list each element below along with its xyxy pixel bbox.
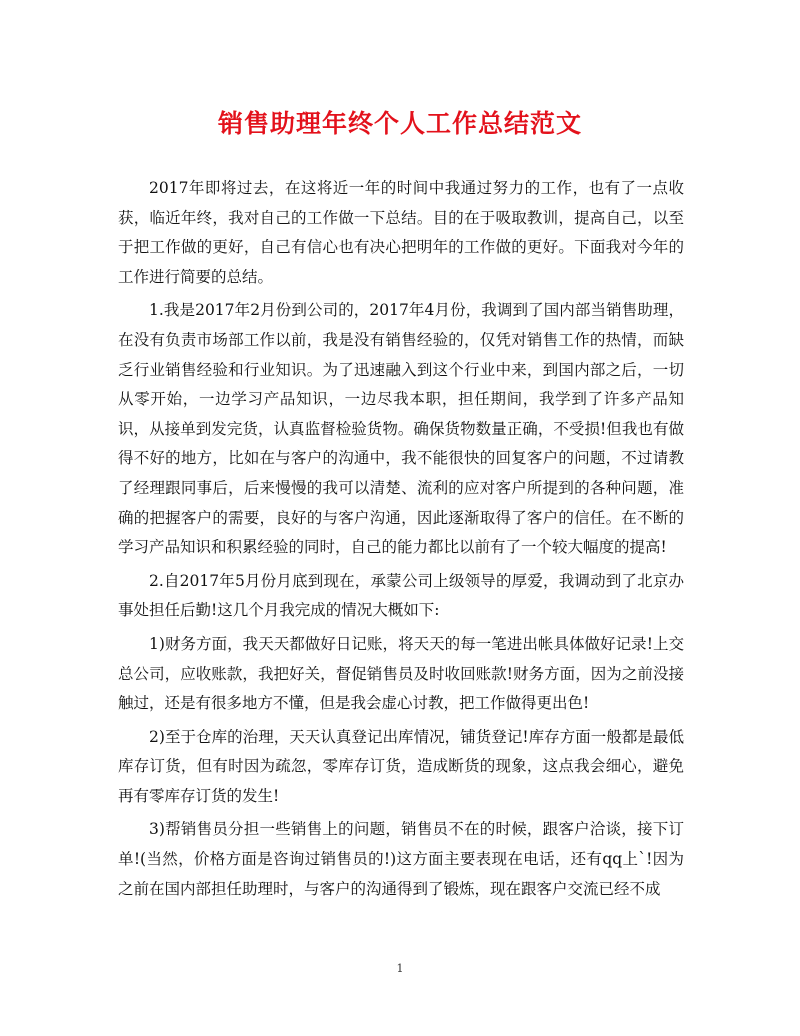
document-body — [118, 174, 684, 908]
page-number: 1 — [396, 962, 404, 975]
document-title: 销售助理年终个人工作总结范文 — [217, 109, 582, 138]
paragraph-section-1: 1.我是2017年2月份到公司的，2017年4月份，我调到了国内部当销售助理，在没有负责市场部工作以前，我是没有销售经验的，仅凭对销售工作的热情，而缺乏行业销售经验和行业知识。为了迅速融入到这个行业中来，到国内部之后，一切从零开始，一边学习产品知识，一边尽我本职，担任期间，我学到了许多产品知识，从接单到发完货，认真监督检验货物。确保货物数量正确，不受损!但我也有做得不好的地方，比如在与客户的沟通中，我不能很快的回复客户的问题，不过请教了经理跟同事后，后来慢慢的我可以清楚、流利的应对客户所提到的各种问题，准确的把握客户的需要，良好的与客户沟通，因此逐渐取得了客户的信任。在不断的学习产品知识和积累经验的同时，自己的能力都比以前有了一个较大幅度的提高! — [118, 301, 684, 557]
paragraph-intro: 2017年即将过去，在这将近一年的时间中我通过努力的工作，也有了一点收获，临近年终，我对自己的工作做一下总结。目的在于吸取教训，提高自己，以至于把工作做的更好，自己有信心也有决心把明年的工作做的更好。下面我对今年的工作进行简要的总结。 — [118, 179, 684, 286]
paragraph-section-2: 2.自2017年5月份月底到现在，承蒙公司上级领导的厚爱，我调动到了北京办事处担任后勤!这几个月我完成的情况大概如下: — [118, 571, 684, 620]
paragraph-finance: 1)财务方面，我天天都做好日记账，将天天的每一笔进出帐具体做好记录!上交总公司，应收账款，我把好关，督促销售员及时收回账款!财务方面，因为之前没接触过，还是有很多地方不懂，但是我会虚心讨教，把工作做得更出色! — [118, 634, 684, 713]
paragraph-sales-support: 3)帮销售员分担一些销售上的问题，销售员不在的时候，跟客户洽谈，接下订单!(当然，价格方面是咨询过销售员的!)这方面主要表现在电话，还有qq上`!因为之前在国内部担任助理时，与客户的沟通得到了锻炼，现在跟客户交流已经不成 — [118, 820, 684, 898]
paragraph-warehouse: 2)至于仓库的治理，天天认真登记出库情况，铺货登记!库存方面一般都是最低库存订货，但有时因为疏忽，零库存订货，造成断货的现象，这点我会细心，避免再有零库存订货的发生! — [118, 727, 684, 805]
